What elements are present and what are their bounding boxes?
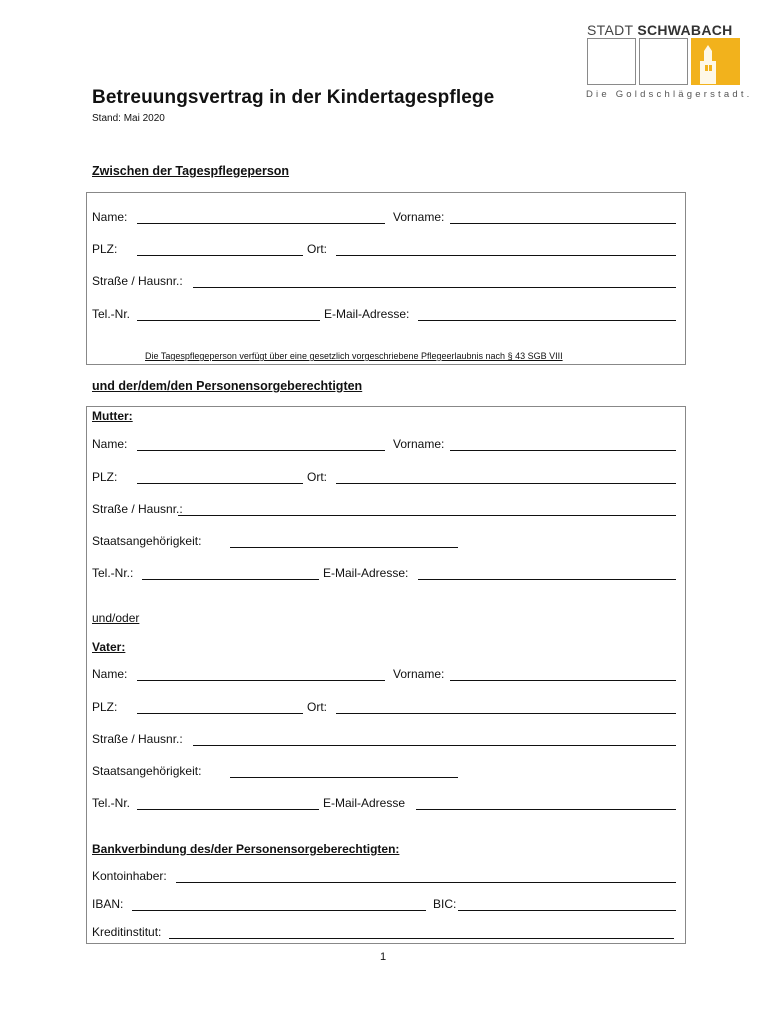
kontoinhaber-field[interactable] [176,882,676,883]
plz-label: PLZ: [92,242,118,256]
mutter-tel-field[interactable] [142,579,319,580]
tel-label: Tel.-Nr.: [92,566,134,580]
name-label: Name: [92,667,128,681]
logo-square-1 [587,38,636,85]
bank-iban-row [92,897,764,913]
ort-label: Ort: [307,470,327,484]
document-date: Stand: Mai 2020 [92,113,165,124]
vater-ort-field[interactable] [336,713,676,714]
bank-kredit-row [92,925,764,941]
bank-inhaber-row [92,869,764,885]
mutter-email-field[interactable] [418,579,676,580]
vater-email-field[interactable] [416,809,676,810]
city-logo-text [587,22,733,38]
page-number: 1 [380,951,387,963]
kreditinstitut-label: Kreditinstitut: [92,925,162,939]
vater-vorname-field[interactable] [450,680,676,681]
m-name-row [92,437,764,453]
mutter-staat-field[interactable] [230,547,458,548]
m-strasse-row [92,502,764,518]
logo-tower-square [691,38,740,85]
plz-label: PLZ: [92,470,118,484]
document-title: Betreuungsvertrag in der Kindertagespflege [92,87,495,108]
logo-tagline: Die Goldschlägerstadt. [586,89,753,100]
mutter-name-field[interactable] [137,450,385,451]
iban-label: IBAN: [92,897,124,911]
strasse-field[interactable] [193,287,676,288]
name-field[interactable] [137,223,385,224]
bic-field[interactable] [458,910,676,911]
tel-label: Tel.-Nr. [92,307,131,321]
tel-label: Tel.-Nr. [92,796,131,810]
email-label: E-Mail-Adresse [323,796,406,810]
iban-field[interactable] [132,910,426,911]
plz-field[interactable] [137,255,303,256]
strasse-label: Straße / Hausnr.: [92,732,183,746]
email-label: E-Mail-Adresse: [324,307,410,321]
m-tel-row [92,566,764,582]
bic-label: BIC: [433,897,457,911]
tp-strasse-row [92,274,764,290]
vorname-label: Vorname: [393,437,445,451]
vater-strasse-field[interactable] [193,745,676,746]
mutter-heading: Mutter: [92,409,133,423]
vater-heading: Vater: [92,640,126,654]
vorname-label: Vorname: [393,210,445,224]
tel-field[interactable] [137,320,320,321]
v-plz-row [92,700,764,716]
kreditinstitut-field[interactable] [169,938,674,939]
ort-field[interactable] [336,255,676,256]
city-prefix: STADT [587,22,634,38]
vater-plz-field[interactable] [137,713,303,714]
tp-name-row [92,210,764,226]
tp-plz-row [92,242,764,258]
v-strasse-row [92,732,764,748]
m-plz-row [92,470,764,486]
kontoinhaber-label: Kontoinhaber: [92,869,167,883]
mutter-vorname-field[interactable] [450,450,676,451]
section-tagespflegeperson-heading: Zwischen der Tagespflegeperson [92,164,290,178]
vater-name-field[interactable] [137,680,385,681]
church-tower-icon [692,39,739,84]
strasse-label: Straße / Hausnr.: [92,274,183,288]
vorname-label: Vorname: [393,667,445,681]
staat-label: Staatsangehörigkeit: [92,764,202,778]
mutter-strasse-field[interactable] [178,515,676,516]
email-field[interactable] [418,320,676,321]
vorname-field[interactable] [450,223,676,224]
strasse-label: Straße / Hausnr.: [92,502,183,516]
section-personensorge-heading: und der/dem/den Personensorgeberechtigten [92,379,363,393]
mutter-ort-field[interactable] [336,483,676,484]
city-name: SCHWABACH [637,22,733,38]
plz-label: PLZ: [92,700,118,714]
staat-label: Staatsangehörigkeit: [92,534,202,548]
mutter-plz-field[interactable] [137,483,303,484]
v-staat-row [92,764,764,780]
m-staat-row [92,534,764,550]
email-label: E-Mail-Adresse: [323,566,409,580]
ort-label: Ort: [307,242,327,256]
und-oder-label: und/oder [92,611,140,625]
logo-square-2 [639,38,688,85]
vater-staat-field[interactable] [230,777,458,778]
v-name-row [92,667,764,683]
tp-tel-row [92,307,764,323]
pflegeerlaubnis-note: Die Tagespflegeperson verfügt über eine gesetzlich vorgeschriebene Pflegeerlaubnis nach § 43 SGB VIII [145,351,563,361]
v-tel-row [92,796,764,812]
name-label: Name: [92,210,128,224]
ort-label: Ort: [307,700,327,714]
name-label: Name: [92,437,128,451]
vater-tel-field[interactable] [137,809,319,810]
bank-heading: Bankverbindung des/der Personensorgeberechtigten: [92,842,400,856]
